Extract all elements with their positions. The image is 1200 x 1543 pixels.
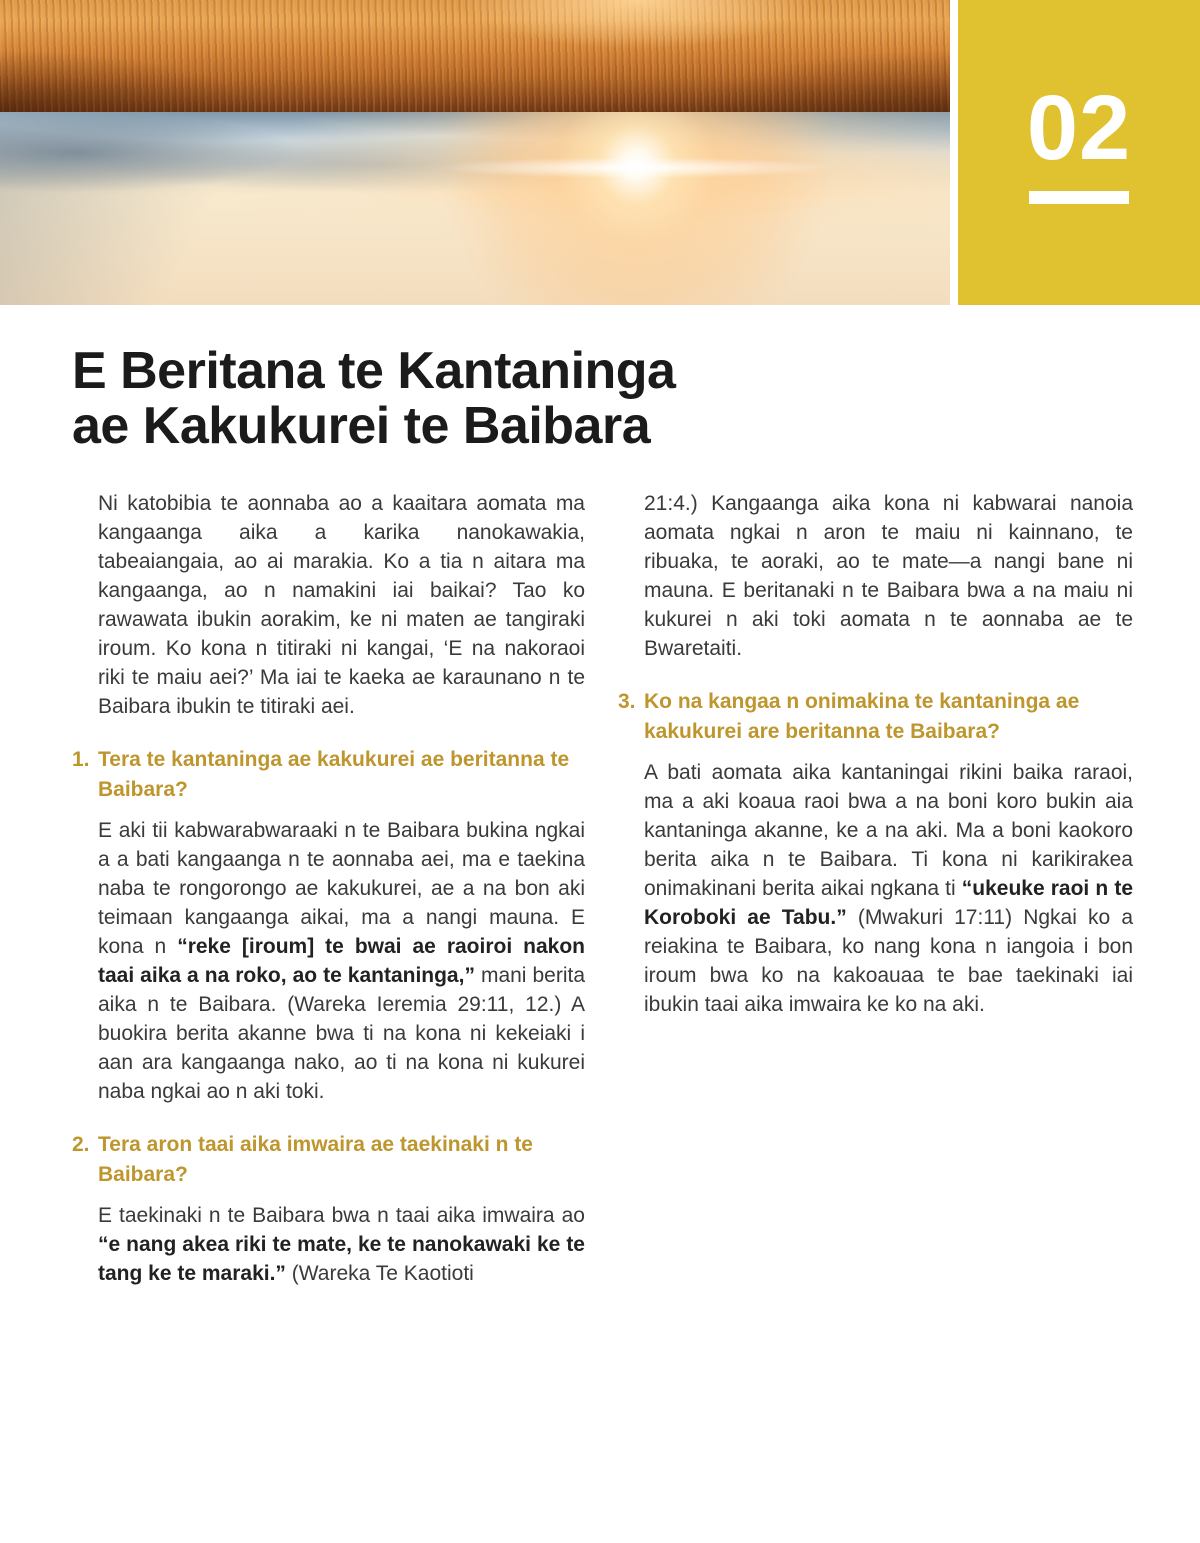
lesson-number-block xyxy=(958,0,1200,305)
question-3-paragraph-text: A bati aomata aika kantaningai rikini baika raraoi, ma a aki koaua raoi bwa a na boni koro bukin aia kantaninga akanne, ke a na aki. Ma a boni kaokoro berita aika n te Baibara. Ti kona ni karikirakea onimakinani berita aikai ngkana ti xyxy=(644,761,1133,900)
question-2-heading-text: Tera aron taai aika imwaira ae taekinaki n te Baibara? xyxy=(98,1133,533,1186)
intro-continuation-text: 21:4.) Kangaanga aika kona ni kabwarai nanoia aomata ngkai n aron te maiu ni kainnano, te ribuaka, te aoraki, ao te mate—a nangi bane ni mauna. E beritanaki n te Baibara bwa a na maiu ni kukurei n aki toki aomata n te aonnaba ae te Bwaretaiti. xyxy=(644,492,1133,660)
column-right xyxy=(618,489,1133,1019)
question-3-bold-quote: “ukeuke raoi n te Koroboki ae Tabu.” xyxy=(644,877,1133,929)
question-2-paragraph-text: E taekinaki n te Baibara bwa n taai aika imwaira ao xyxy=(98,1204,585,1227)
question-2-bold-quote: “e nang akea riki te mate, ke te nanokawaki ke te tang ke te maraki.” xyxy=(98,1233,585,1285)
question-3-paragraph xyxy=(644,758,1133,1019)
question-3-heading xyxy=(618,687,1133,747)
lesson-number-underline xyxy=(1029,191,1129,204)
page-title xyxy=(72,344,1132,454)
page-title-line-1: E Beritana te Kantaninga xyxy=(72,342,676,400)
question-1-heading xyxy=(72,745,585,805)
page-title-line-2: ae Kakukurei te Baibara xyxy=(72,397,651,455)
wheat-field-layer xyxy=(0,0,950,112)
intro-continuation-paragraph xyxy=(644,489,1133,663)
question-3-number: 3. xyxy=(618,690,636,713)
question-3-heading-text: Ko na kangaa n onimakina te kantaninga ae kakukurei are beritanna te Baibara? xyxy=(644,690,1080,743)
question-2-paragraph xyxy=(98,1201,585,1288)
hero-wheat-field-photo xyxy=(0,0,950,305)
lesson-number: 02 xyxy=(1026,77,1132,179)
question-1-heading-text: Tera te kantaninga ae kakukurei ae beritanna te Baibara? xyxy=(98,748,570,801)
question-1-paragraph-text-end: mani berita aika n te Baibara. (Wareka Ieremia 29:11, 12.) A buokira berita akanne bwa ti na kona ni kekeiaki i aan ara kangaanga nako, ao ti na kona ni kukurei naba ngkai ao n aki toki. xyxy=(98,964,585,1103)
intro-paragraph xyxy=(98,489,585,721)
column-left xyxy=(72,489,585,1288)
question-2-heading xyxy=(72,1130,585,1190)
intro-paragraph-text: Ni katobibia te aonnaba ao a kaaitara aomata ma kangaanga aika a karika nanokawakia, tabeaiangaia, ao ai marakia. Ko a tia n aitara ma kangaanga, ao n namakini iai baikai? Tao ko rawawata ibukin aorakim, ke ni maten ae tangiraki iroum. Ko kona n titiraki ni kangai, ‘E na nakoraoi riki te maiu aei?’ Ma iai te kaeka ae karaunano n te Baibara ibukin te titiraki aei. xyxy=(98,492,585,718)
question-1-paragraph-text: E aki tii kabwarabwaraaki n te Baibara bukina ngkai a a bati kangaanga n te aonnaba aei, ma e taekina naba te rongorongo ae kakukurei, ae a na bon aki teimaan kangaanga aikai, ma a nangi mauna. E kona n xyxy=(98,819,585,958)
question-2-number: 2. xyxy=(72,1133,90,1156)
question-2-paragraph-text-end: (Wareka Te Kaotioti xyxy=(285,1262,474,1285)
question-1-number: 1. xyxy=(72,748,90,771)
question-3-paragraph-text-end: (Mwakuri 17:11) Ngkai ko a reiakina te Baibara, ko nang kona n iangoia i bon iroum bwa ko na kakoauaa te bae taekinaki iai ibukin taai aika imwaira ke ko na aki. xyxy=(644,906,1133,1016)
question-1-bold-quote: “reke [iroum] te bwai ae raoiroi nakon taai aika a na roko, ao te kantaninga,” xyxy=(98,935,585,987)
question-1-paragraph xyxy=(98,816,585,1106)
